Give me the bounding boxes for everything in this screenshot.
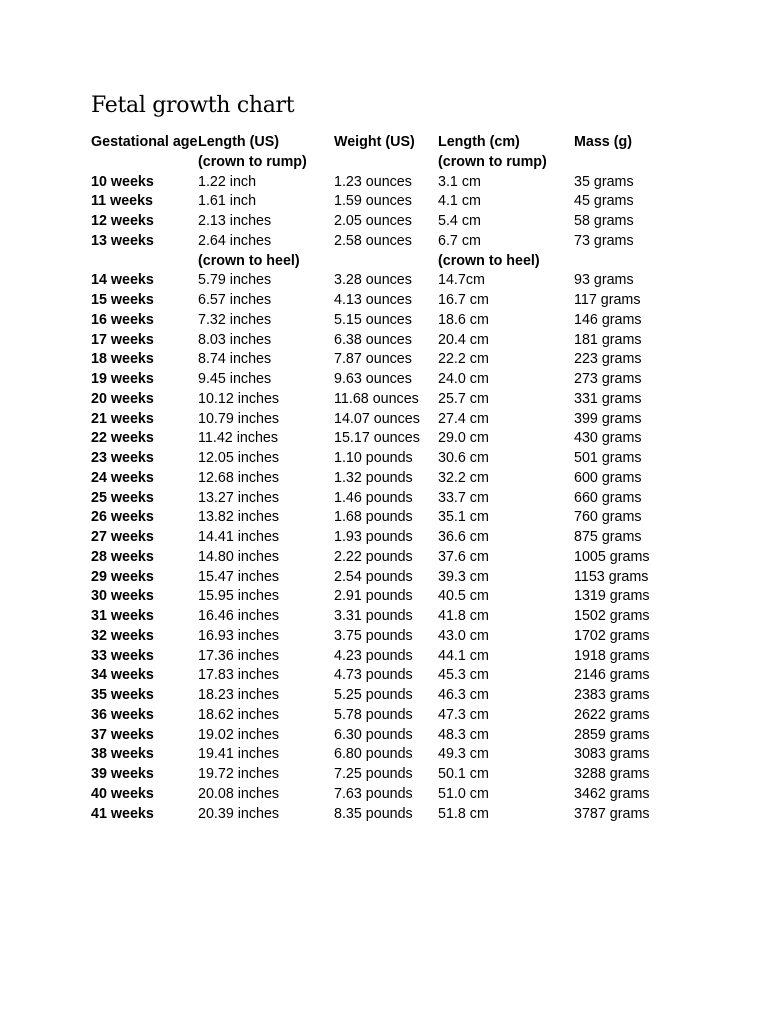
cell-gestational-age: 35 weeks [91,687,154,703]
fetal-growth-table [91,133,671,824]
table-row [91,232,671,252]
cell-gestational-age: 32 weeks [91,627,154,644]
cell-gestational-age: 31 weeks [91,608,154,624]
cell-mass-g: 45 grams [574,193,634,210]
cell-mass-g: 3787 grams [574,805,650,822]
table-row [91,726,671,746]
cell-length-us: 10.79 inches [198,410,280,427]
cell-length-cm: 22.2 cm [438,351,489,368]
cell-mass-g: 117 grams [574,292,641,308]
cell-mass-g: 501 grams [574,450,642,466]
cell-weight-us: 1.68 pounds [334,509,413,526]
subheader-length-cm: (crown to heel) [438,252,540,269]
cell-gestational-age: 38 weeks [91,746,154,763]
cell-mass-g: 1502 grams [574,608,650,624]
cell-length-cm: 41.8 cm [438,608,489,624]
subheader-length-us: (crown to rump) [198,153,307,170]
cell-mass-g: 35 grams [574,173,634,190]
cell-gestational-age: 36 weeks [91,706,154,723]
table-row [91,331,671,351]
cell-length-cm: 43.0 cm [438,627,489,644]
table-row [91,765,671,785]
column-header-length-us: Length (US) [198,134,279,150]
table-row [91,390,671,410]
cell-weight-us: 2.58 ounces [334,232,412,249]
cell-weight-us: 8.35 pounds [334,805,413,822]
cell-gestational-age: 39 weeks [91,766,154,782]
cell-length-cm: 46.3 cm [438,687,489,703]
cell-length-cm: 14.7cm [438,272,485,289]
cell-length-us: 19.02 inches [198,726,280,743]
cell-length-cm: 44.1 cm [438,647,489,664]
cell-mass-g: 146 grams [574,311,642,328]
subheader-row-crown-to-rump [91,153,671,173]
cell-gestational-age: 23 weeks [91,450,154,466]
cell-mass-g: 1319 grams [574,588,650,605]
table-row [91,489,671,509]
cell-gestational-age: 33 weeks [91,647,154,664]
cell-length-us: 2.13 inches [198,213,272,229]
cell-length-us: 17.36 inches [198,647,280,664]
cell-mass-g: 58 grams [574,213,634,229]
cell-mass-g: 660 grams [574,489,642,506]
cell-weight-us: 5.15 ounces [334,311,412,328]
cell-mass-g: 273 grams [574,371,642,387]
cell-length-us: 19.41 inches [198,746,280,763]
cell-length-us: 16.93 inches [198,627,280,644]
table-row [91,410,671,430]
cell-length-us: 13.27 inches [198,489,280,506]
cell-weight-us: 6.30 pounds [334,726,413,743]
cell-gestational-age: 34 weeks [91,667,154,684]
cell-mass-g: 93 grams [574,272,634,289]
table-row [91,291,671,311]
cell-length-us: 16.46 inches [198,608,280,624]
cell-weight-us: 3.28 ounces [334,272,412,289]
cell-weight-us: 3.75 pounds [334,627,413,644]
cell-mass-g: 2622 grams [574,706,650,723]
cell-length-cm: 35.1 cm [438,509,489,526]
cell-length-us: 18.23 inches [198,687,280,703]
table-row [91,805,671,825]
table-row [91,528,671,548]
cell-weight-us: 1.10 pounds [334,450,413,466]
cell-mass-g: 331 grams [574,390,642,407]
cell-weight-us: 2.05 ounces [334,213,412,229]
table-row [91,587,671,607]
subheader-empty-cell [91,252,198,272]
cell-length-cm: 29.0 cm [438,430,489,447]
cell-weight-us: 5.78 pounds [334,706,413,723]
cell-mass-g: 1005 grams [574,548,650,565]
table-row [91,627,671,647]
cell-length-us: 7.32 inches [198,311,272,328]
cell-weight-us: 15.17 ounces [334,430,420,447]
cell-gestational-age: 37 weeks [91,726,154,743]
table-row [91,469,671,489]
cell-mass-g: 2146 grams [574,667,650,684]
cell-length-us: 6.57 inches [198,292,272,308]
cell-length-cm: 6.7 cm [438,232,481,249]
table-row [91,607,671,627]
column-header-length-cm: Length (cm) [438,134,520,150]
cell-length-us: 18.62 inches [198,706,280,723]
cell-length-us: 14.41 inches [198,529,280,545]
cell-gestational-age: 14 weeks [91,272,154,289]
subheader-empty-cell [91,153,198,173]
cell-length-us: 11.42 inches [198,430,279,447]
cell-weight-us: 2.91 pounds [334,588,413,605]
cell-mass-g: 1153 grams [574,568,649,585]
column-header-mass-g: Mass (g) [574,134,632,150]
cell-length-cm: 27.4 cm [438,410,489,427]
cell-length-cm: 16.7 cm [438,292,489,308]
cell-mass-g: 600 grams [574,469,642,486]
cell-length-us: 1.22 inch [198,173,257,190]
cell-weight-us: 4.73 pounds [334,667,413,684]
table-row [91,686,671,706]
cell-length-cm: 48.3 cm [438,726,489,743]
cell-length-cm: 33.7 cm [438,489,489,506]
cell-length-us: 9.45 inches [198,371,272,387]
cell-length-cm: 5.4 cm [438,213,481,229]
cell-weight-us: 9.63 ounces [334,371,412,387]
cell-length-cm: 51.0 cm [438,785,489,802]
cell-gestational-age: 26 weeks [91,509,154,526]
cell-mass-g: 760 grams [574,509,642,526]
table-row [91,508,671,528]
cell-mass-g: 399 grams [574,410,642,427]
cell-length-cm: 45.3 cm [438,667,489,684]
cell-mass-g: 223 grams [574,351,642,368]
cell-gestational-age: 28 weeks [91,548,154,565]
table-row [91,745,671,765]
table-row [91,449,671,469]
cell-weight-us: 5.25 pounds [334,687,413,703]
cell-gestational-age: 30 weeks [91,588,154,605]
cell-length-us: 17.83 inches [198,667,280,684]
cell-mass-g: 1702 grams [574,627,650,644]
cell-length-cm: 30.6 cm [438,450,489,466]
cell-gestational-age: 17 weeks [91,331,154,348]
cell-length-us: 12.05 inches [198,450,280,466]
cell-gestational-age: 22 weeks [91,430,154,447]
cell-weight-us: 1.23 ounces [334,173,412,190]
cell-mass-g: 3083 grams [574,746,650,763]
cell-weight-us: 7.63 pounds [334,785,413,802]
table-row [91,271,671,291]
cell-mass-g: 2859 grams [574,726,650,743]
cell-length-cm: 3.1 cm [438,173,481,190]
cell-length-cm: 25.7 cm [438,390,489,407]
cell-gestational-age: 16 weeks [91,311,154,328]
table-row [91,706,671,726]
cell-gestational-age: 41 weeks [91,805,154,822]
cell-weight-us: 2.54 pounds [334,568,413,585]
table-row [91,568,671,588]
cell-weight-us: 6.80 pounds [334,746,413,763]
cell-length-us: 20.08 inches [198,785,280,802]
cell-length-cm: 18.6 cm [438,311,489,328]
cell-mass-g: 3288 grams [574,766,650,782]
cell-weight-us: 4.23 pounds [334,647,413,664]
cell-length-us: 2.64 inches [198,232,272,249]
cell-gestational-age: 24 weeks [91,469,154,486]
cell-gestational-age: 11 weeks [91,193,154,210]
cell-mass-g: 1918 grams [574,647,650,664]
table-row [91,429,671,449]
cell-weight-us: 7.25 pounds [334,766,413,782]
table-row [91,647,671,667]
cell-mass-g: 2383 grams [574,687,650,703]
table-row [91,548,671,568]
table-row [91,666,671,686]
table-row [91,785,671,805]
subheader-empty-cell [334,153,438,173]
cell-gestational-age: 25 weeks [91,489,154,506]
cell-gestational-age: 19 weeks [91,371,154,387]
cell-length-cm: 50.1 cm [438,766,489,782]
table-row [91,192,671,212]
cell-length-us: 1.61 inch [198,193,257,210]
cell-length-us: 8.74 inches [198,351,272,368]
table-body [91,133,671,824]
cell-length-us: 20.39 inches [198,805,280,822]
cell-weight-us: 1.93 pounds [334,529,413,545]
subheader-length-us: (crown to heel) [198,252,300,269]
cell-weight-us: 1.46 pounds [334,489,413,506]
table-row [91,350,671,370]
table-row [91,173,671,193]
cell-mass-g: 181 grams [574,331,642,348]
cell-gestational-age: 27 weeks [91,529,154,545]
cell-gestational-age: 20 weeks [91,390,154,407]
cell-length-us: 10.12 inches [198,390,280,407]
cell-length-cm: 39.3 cm [438,568,489,585]
subheader-row-crown-to-heel [91,252,671,272]
cell-weight-us: 3.31 pounds [334,608,413,624]
cell-mass-g: 73 grams [574,232,634,249]
table-header-row [91,133,671,153]
subheader-empty-cell [574,252,671,272]
cell-mass-g: 3462 grams [574,785,650,802]
cell-length-cm: 37.6 cm [438,548,489,565]
cell-gestational-age: 12 weeks [91,213,154,229]
cell-length-us: 12.68 inches [198,469,280,486]
cell-weight-us: 14.07 ounces [334,410,420,427]
cell-gestational-age: 13 weeks [91,232,154,249]
cell-weight-us: 6.38 ounces [334,331,412,348]
cell-weight-us: 4.13 ounces [334,292,412,308]
cell-length-us: 15.47 inches [198,568,280,585]
cell-mass-g: 875 grams [574,529,642,545]
cell-length-cm: 4.1 cm [438,193,481,210]
subheader-empty-cell [574,153,671,173]
table-row [91,311,671,331]
cell-gestational-age: 40 weeks [91,785,154,802]
cell-length-us: 5.79 inches [198,272,272,289]
cell-length-cm: 20.4 cm [438,331,489,348]
table-row [91,212,671,232]
cell-length-cm: 36.6 cm [438,529,489,545]
cell-length-us: 14.80 inches [198,548,280,565]
cell-gestational-age: 18 weeks [91,351,154,368]
cell-length-cm: 24.0 cm [438,371,489,387]
cell-gestational-age: 10 weeks [91,173,154,190]
cell-weight-us: 11.68 ounces [334,390,419,407]
page-title: Fetal growth chart [91,93,295,118]
cell-length-cm: 49.3 cm [438,746,489,763]
table-row [91,370,671,390]
cell-gestational-age: 21 weeks [91,410,154,427]
cell-length-cm: 47.3 cm [438,706,489,723]
column-header-weight-us: Weight (US) [334,134,415,150]
cell-mass-g: 430 grams [574,430,642,447]
cell-weight-us: 2.22 pounds [334,548,413,565]
cell-length-us: 19.72 inches [198,766,280,782]
cell-length-us: 8.03 inches [198,331,272,348]
cell-weight-us: 1.32 pounds [334,469,413,486]
cell-weight-us: 7.87 ounces [334,351,412,368]
cell-length-cm: 32.2 cm [438,469,489,486]
subheader-empty-cell [334,252,438,272]
cell-length-us: 15.95 inches [198,588,280,605]
subheader-length-cm: (crown to rump) [438,153,547,170]
cell-gestational-age: 15 weeks [91,292,154,308]
cell-length-cm: 51.8 cm [438,805,489,822]
cell-gestational-age: 29 weeks [91,568,154,585]
column-header-gestational-age: Gestational age [91,134,198,150]
cell-length-cm: 40.5 cm [438,588,489,605]
cell-length-us: 13.82 inches [198,509,280,526]
cell-weight-us: 1.59 ounces [334,193,412,210]
